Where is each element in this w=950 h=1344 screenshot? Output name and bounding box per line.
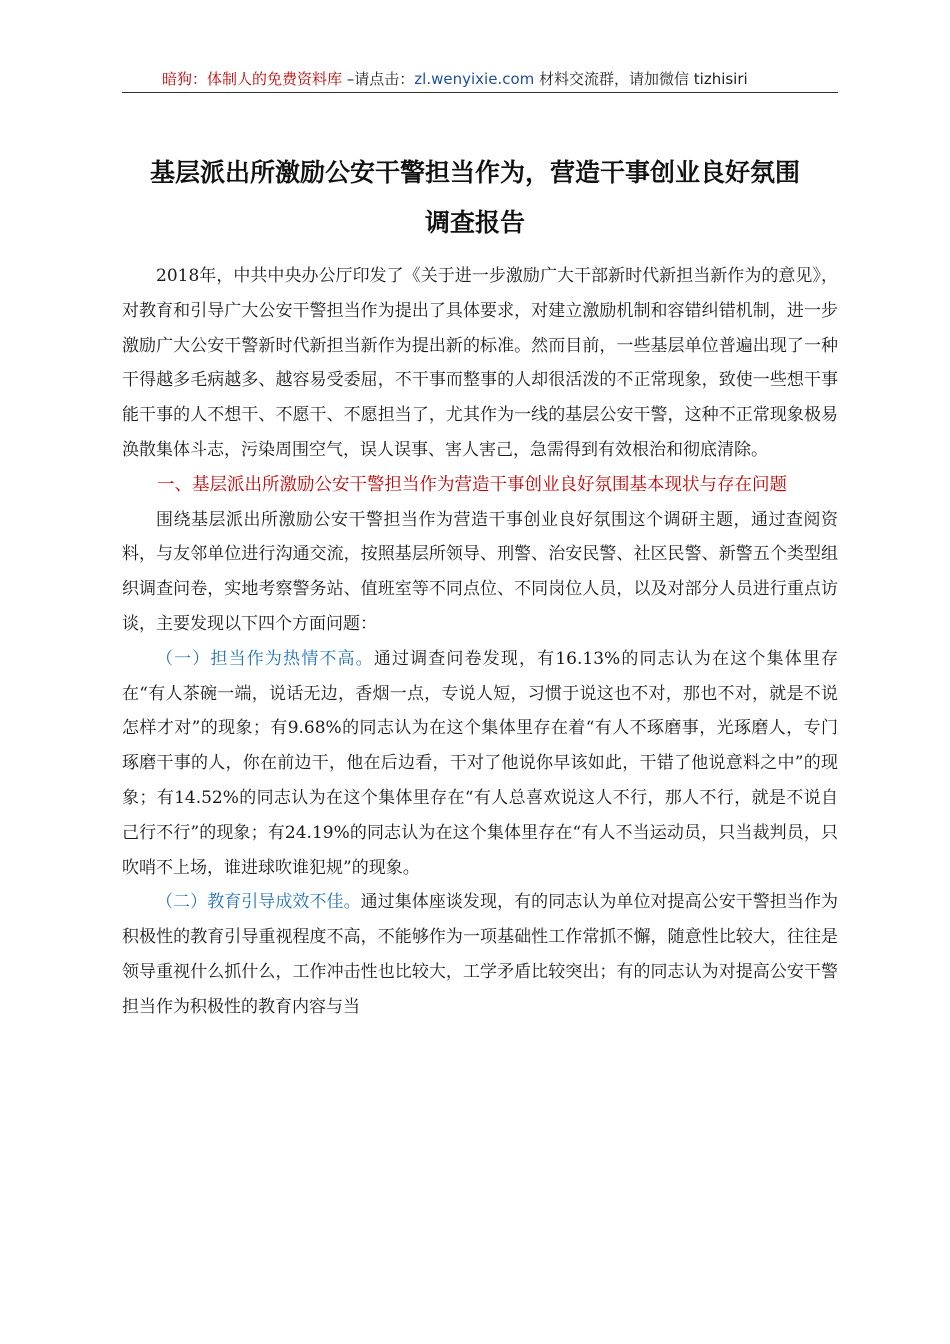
- title-line-2: 调查报告: [424, 208, 525, 237]
- header-text: [162, 68, 748, 89]
- header-wechat-group: 材料交流群，请加微信 tizhisiri: [534, 70, 748, 88]
- intro-paragraph: 2018年，中共中央办公厅印发了《关于进一步激励广大干部新时代新担当新作为的意见》，对教育和引导广大公安干警担当作为提出了具体要求，对建立激励机制和容错纠错机制，进一步激励广大公安干警新时代新担当新作为提出新的标准。然而目前，一些基层单位普遍出现了一种干得越多毛病越多、越容易受委屈，不干事而整事的人却很活泼的不正常现象，致使一些想干事能干事的人不想干、不愿干、不愿担当了，尤其作为一线的基层公安干警，这种不正常现象极易涣散集体斗志，污染周围空气，误人误事、害人害己，急需得到有效根治和彻底清除。: [122, 266, 838, 460]
- section-1-paragraph: 围绕基层派出所激励公安干警担当作为营造干事创业良好氛围这个调研主题，通过查阅资料，与友邻单位进行沟通交流，按照基层所领导、刑警、治安民警、社区民警、新警五个类型组织调查问卷，实地考察警务站、值班室等不同点位、不同岗位人员，以及对部分人员进行重点访谈，主要发现以下四个方面问题：: [122, 509, 838, 634]
- subsection-2-paragraph: [122, 885, 838, 1024]
- subsection-2-text: 通过集体座谈发现，有的同志认为单位对提高公安干警担当作为积极性的教育引导重视程度不高，不能够作为一项基础性工作常抓不懈，随意性比较大，往往是领导重视什么抓什么，工作冲击性也比较大，工学矛盾比较突出；有的同志认为对提高公安干警担当作为积极性的教育内容与当: [122, 892, 839, 1017]
- subsection-1-text: 通过调查问卷发现，有16.13%的同志认为在这个集体里存在“有人茶碗一端，说话无边，香烟一点，专说人短，习惯于说这也不对，那也不对，就是不说怎样才对”的现象；有9.68%的同志认为在这个集体里存在着“有人不琢磨事，光琢磨人，专门琢磨干事的人，你在前边干，他在后边看，干对了他说你早该如此，干错了他说意料之中”的现象；有14.52%的同志认为在这个集体里存在“有人总喜欢说这人不行，那人不行，就是不说自己行不行”的现象；有24.19%的同志认为在这个集体里存在“有人不当运动员，只当裁判员，只吹哨不上场，谁进球吹谁犯规”的现象。: [122, 648, 838, 878]
- section-heading-1: 一、基层派出所激励公安干警担当作为营造干事创业良好氛围基本现状与存在问题: [157, 474, 787, 495]
- header-click-prompt: –请点击：: [342, 70, 415, 88]
- header-brand: 暗狗：体制人的免费资料库: [162, 70, 343, 88]
- subsection-heading-1: （一）担当作为热情不高。: [156, 648, 374, 669]
- subsection-1-paragraph: [122, 642, 838, 886]
- document-body: [122, 259, 838, 1025]
- page-header: [122, 64, 838, 93]
- header-url-link[interactable]: zl.wenyixie.com: [414, 70, 535, 88]
- title-line-1: 基层派出所激励公安干警担当作为，营造干事创业良好氛围: [149, 158, 800, 187]
- document-title: [110, 148, 840, 248]
- subsection-heading-2: （二）教育引导成效不佳。: [156, 892, 361, 913]
